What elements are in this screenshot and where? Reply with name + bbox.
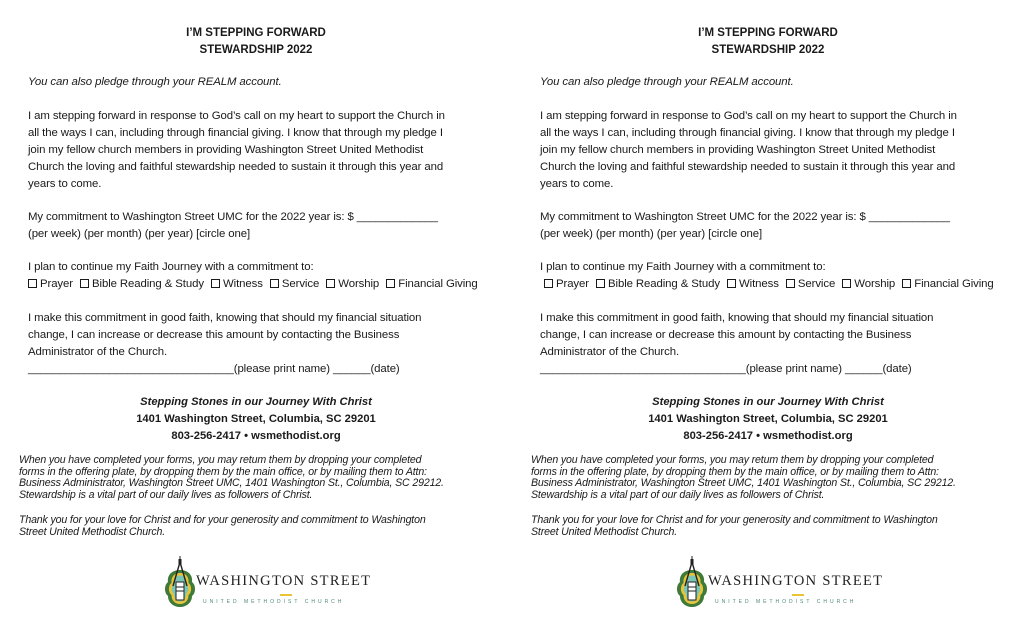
return-line: When you have completed your forms, you may retum them by dropping your completed — [19, 454, 422, 466]
form-title — [512, 25, 1024, 59]
checkbox-icon — [386, 279, 395, 288]
checkbox-icon — [596, 279, 605, 288]
logo-divider — [792, 594, 804, 596]
faith-intro: I plan to continue my Faith Journey with a commitment to: — [540, 261, 826, 273]
checkbox-icon — [902, 279, 911, 288]
good-faith-line: I make this commitment in good faith, knowing that should my financial situation — [540, 312, 934, 324]
checkbox-witness[interactable] — [211, 278, 263, 290]
logo-divider — [280, 594, 292, 596]
signature-name-date-field[interactable]: _________________________________(please print name) ______(date) — [28, 363, 400, 375]
church-address: 1401 Washington Street, Columbia, SC 29201 — [136, 413, 376, 425]
logo-name: WASHINGTON STREET — [708, 573, 884, 589]
checkbox-witness[interactable] — [727, 278, 779, 290]
checkbox-icon — [270, 279, 279, 288]
church-emblem-icon — [675, 556, 709, 610]
intro-line: all the ways I can, including through financial giving. I know that through my pledge I — [540, 127, 955, 139]
frequency-options[interactable]: (per week) (per month) (per year) [circle one] — [28, 228, 251, 240]
good-faith-line: Administrator of the Church. — [540, 346, 680, 358]
option-label: Prayer — [556, 278, 589, 290]
checkbox-service[interactable] — [270, 278, 319, 290]
faith-options — [540, 276, 1000, 293]
faith-section — [28, 259, 488, 293]
church-logo — [675, 556, 884, 610]
faith-intro: I plan to continue my Faith Journey with a commitment to: — [28, 261, 314, 273]
faith-section — [540, 259, 1000, 293]
title-line-1: I’M STEPPING FORWARD — [698, 27, 838, 39]
checkbox-prayer[interactable] — [28, 278, 73, 290]
thank-you-note — [531, 515, 1001, 538]
title-line-2: STEWARDSHIP 2022 — [199, 44, 313, 56]
thanks-line: Street United Methodist Church. — [531, 525, 678, 538]
return-line: Stewardship is a vital part of our daily lives as followers of Christ. — [531, 488, 825, 501]
checkbox-worship[interactable] — [842, 278, 895, 290]
good-faith-line: I make this commitment in good faith, knowing that should my financial situation — [28, 312, 422, 324]
return-line: When you have completed your forms, you may retum them by dropping your completed — [531, 454, 934, 466]
return-line: Business Administrator, Washington Street UMC, 1401 Washington St., Columbia, SC 29212. — [531, 477, 956, 489]
good-faith-line: change, I can increase or decrease this amount by contacting the Business — [28, 329, 400, 341]
good-faith-section — [28, 310, 488, 378]
option-label: Worship — [854, 278, 896, 290]
signature-name-date-field[interactable]: _________________________________(please print name) ______(date) — [540, 363, 912, 375]
option-label: Bible Reading & Study — [92, 278, 204, 290]
checkbox-bible-reading[interactable] — [80, 278, 204, 290]
title-line-2: STEWARDSHIP 2022 — [711, 44, 825, 56]
return-line: forms in the offering plate, by dropping them by the main office, or by mailing them to Attn: — [531, 465, 939, 478]
checkbox-worship[interactable] — [326, 278, 379, 290]
title-line-1: I’M STEPPING FORWARD — [186, 27, 326, 39]
checkbox-bible-reading[interactable] — [596, 278, 720, 290]
good-faith-line: change, I can increase or decrease this amount by contacting the Business — [540, 329, 912, 341]
church-address: 1401 Washington Street, Columbia, SC 29201 — [648, 413, 888, 425]
checkbox-service[interactable] — [786, 278, 835, 290]
option-label: Worship — [338, 278, 380, 290]
return-line: Stewardship is a vital part of our daily lives as followers of Christ. — [19, 488, 313, 501]
intro-line: Church the loving and faithful stewardship needed to sustain it through this year and — [540, 161, 956, 173]
thanks-line: Street United Methodist Church. — [19, 525, 166, 538]
logo-subtitle: UNITED METHODIST CHURCH — [715, 599, 857, 605]
commitment-amount-field[interactable]: My commitment to Washington Street UMC for the 2022 year is: $ _____________ — [540, 211, 950, 223]
checkbox-icon — [28, 279, 37, 288]
tagline: Stepping Stones in our Journey With Christ — [652, 396, 884, 408]
checkbox-icon — [786, 279, 795, 288]
intro-line: years to come. — [28, 178, 102, 190]
intro-line: I am stepping forward in response to God’s call on my heart to support the Church in — [28, 110, 445, 122]
realm-note: You can also pledge through your REALM account. — [28, 76, 282, 88]
good-faith-section — [540, 310, 1000, 378]
option-label: Service — [281, 278, 320, 290]
checkbox-icon — [544, 279, 553, 288]
good-faith-line: Administrator of the Church. — [28, 346, 168, 358]
tagline: Stepping Stones in our Journey With Christ — [140, 396, 372, 408]
intro-line: join my fellow church members in providing Washington Street United Methodist — [540, 144, 936, 156]
checkbox-icon — [727, 279, 736, 288]
thank-you-note — [19, 515, 489, 538]
option-label: Witness — [223, 278, 263, 290]
intro-line: I am stepping forward in response to God’s call on my heart to support the Church in — [540, 110, 957, 122]
frequency-options[interactable]: (per week) (per month) (per year) [circle one] — [540, 228, 763, 240]
intro-line: Church the loving and faithful stewardship needed to sustain it through this year and — [28, 161, 444, 173]
option-label: Financial Giving — [914, 278, 994, 290]
thanks-line: Thank you for your love for Christ and for your generosity and commitment to Washington — [19, 514, 426, 526]
logo-subtitle: UNITED METHODIST CHURCH — [203, 599, 345, 605]
option-label: Service — [797, 278, 836, 290]
return-instructions — [531, 455, 1001, 501]
church-contact: 803-256-2417 • wsmethodist.org — [683, 430, 853, 442]
commitment-amount-field[interactable]: My commitment to Washington Street UMC for the 2022 year is: $ _____________ — [28, 211, 438, 223]
intro-paragraph — [28, 108, 488, 193]
faith-options — [28, 276, 488, 293]
option-label: Bible Reading & Study — [608, 278, 720, 290]
form-title — [0, 25, 512, 59]
intro-line: join my fellow church members in providing Washington Street United Methodist — [28, 144, 424, 156]
checkbox-prayer[interactable] — [544, 278, 589, 290]
logo-name: WASHINGTON STREET — [196, 573, 372, 589]
return-line: Business Administrator, Washington Street UMC, 1401 Washington St., Columbia, SC 29212. — [19, 477, 444, 489]
church-emblem-icon — [163, 556, 197, 610]
intro-line: all the ways I can, including through financial giving. I know that through my pledge I — [28, 127, 443, 139]
commitment-section — [540, 209, 1000, 243]
checkbox-icon — [326, 279, 335, 288]
realm-note: You can also pledge through your REALM account. — [540, 76, 794, 88]
option-label: Witness — [739, 278, 779, 290]
church-logo — [163, 556, 372, 610]
thanks-line: Thank you for your love for Christ and for your generosity and commitment to Washington — [531, 514, 938, 526]
pledge-card-right — [512, 0, 1024, 622]
option-label: Prayer — [40, 278, 73, 290]
option-label: Financial Giving — [398, 278, 478, 290]
intro-paragraph — [540, 108, 1000, 193]
checkbox-icon — [80, 279, 89, 288]
checkbox-financial-giving[interactable] — [386, 278, 477, 290]
return-line: forms in the offering plate, by dropping them by the main office, or by mailing them to Attn: — [19, 465, 427, 478]
church-contact: 803-256-2417 • wsmethodist.org — [171, 430, 341, 442]
checkbox-icon — [211, 279, 220, 288]
commitment-section — [28, 209, 488, 243]
checkbox-financial-giving[interactable] — [902, 278, 993, 290]
return-instructions — [19, 455, 489, 501]
checkbox-icon — [842, 279, 851, 288]
intro-line: years to come. — [540, 178, 614, 190]
